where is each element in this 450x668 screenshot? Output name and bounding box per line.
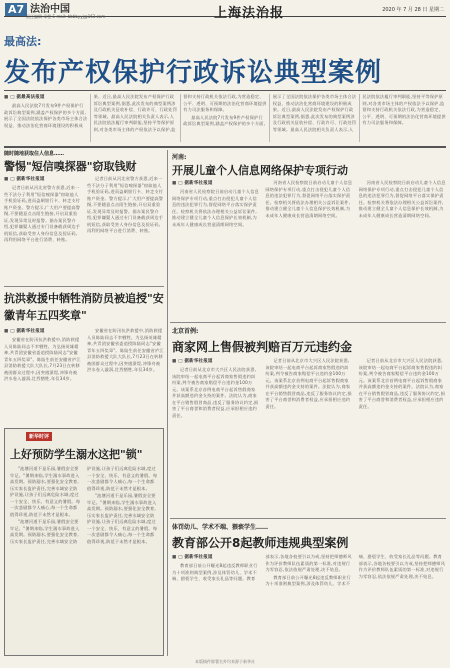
issue-date: 2020 年 7 月 28 日 星期二 — [382, 7, 444, 13]
education-body — [172, 554, 446, 656]
beijing-byline: ■ □ 据新华社报道 — [172, 358, 259, 364]
lead-kicker: 最高法: — [4, 35, 42, 48]
page-footer: 本版稿件除署名外均来源于新华社 — [195, 659, 255, 664]
article1-body — [4, 176, 164, 282]
education-kicker: 体罚幼儿、学术不端、猥亵学生…… — [172, 524, 269, 531]
education-text-cont: 教育部日前公开曝光8起违反教师职业行为十项准则典型案例,涉及体罚幼儿、学术不端、猥亵学生、收受家长礼品等问题。教育部表示,各地各校要引以为戒,坚持把师德师风作为评价教师队伍素质的第一标准,对违规行为零容忍,依法依规严肃处理,决不姑息。 — [265, 554, 446, 586]
article2-text: 安徽省在防汛抗洪救援中,消防救援人员陈陆同志不幸牺牲。为弘扬英雄精神,共青团安徽省委追授陈陆同志"安徽青年五四奖章"。陈陆生前任安徽省庐江县消防救援大队大队长,7月23日在转移被困群众过程中,因突遇溃堤,冲锋舟被洪水卷入漩涡,壮烈牺牲,年仅34岁。 — [4, 337, 81, 381]
beijing-text-cont2: 记者日前从北京市大兴区人民法院获悉,该院审结一起电商平台起诉商家售假违约纠纷案,判令被告商家赔偿平台违约金100万元。该案系北京首例电商平台起诉售假商家并获高额违约金支持的案件。法院认为,商家在平台销售假冒商品,违反了服务协议约定,损害了平台商誉和消费者权益,应承担相应违约责任。 — [358, 358, 446, 409]
article2-text-cont: 安徽省在防汛抗洪救援中,消防救援人员陈陆同志不幸牺牲。为弘扬英雄精神,共青团安徽省委追授陈陆同志"安徽青年五四奖章"。陈陆生前任安徽省庐江县消防救援大队大队长,7月23日在转移被困群众过程中,因突遇溃堤,冲锋舟被洪水卷入漩涡,壮烈牺牲,年仅34岁。 — [87, 328, 164, 372]
henan-text-cont2: 河南省人民检察院日前启动儿童个人信息网络保护专项行动,重点打击侵犯儿童个人信息的违法犯罪行为,督促网络平台落实保护责任。检察机关将依法办理相关公益诉讼案件,推动建立健全儿童个人信息保护长效机制,为未成年人健康成长营造清朗网络空间。 — [358, 180, 446, 218]
lead-headline: 发布产权保护行政诉讼典型案例 — [4, 58, 383, 88]
henan-body — [172, 180, 446, 320]
education-text: 教育部日前公开曝光8起违反教师职业行为十项准则典型案例,涉及体罚幼儿、学术不端、猥亵学生、收受家长礼品等问题。教育部表示,各地各校要引以为戒,坚持把师德师风作为评价教师队伍素质的第一标准,对违规行为零容忍,依法依规严肃处理,决不姑息。 — [172, 554, 352, 581]
page-number: A7 — [5, 3, 27, 16]
education-title: 教育部公开8起教师违规典型案例 — [172, 536, 349, 550]
beijing-body — [172, 358, 446, 514]
beijing-kicker: 北京首例: — [172, 328, 199, 335]
beijing-title: 商家网上售假被判赔百万元违约金 — [172, 340, 353, 354]
henan-title: 开展儿童个人信息网络保护专项行动 — [172, 164, 348, 177]
henan-byline: ■ □ 据新华社报道 — [172, 180, 259, 186]
column-divider — [167, 150, 168, 656]
divider — [4, 90, 446, 91]
beijing-text-cont: 记者日前从北京市大兴区人民法院获悉,该院审结一起电商平台起诉商家售假违约纠纷案,判令被告商家赔偿平台违约金100万元。该案系北京首例电商平台起诉售假商家并获高额违约金支持的案件。法院认为,商家在平台销售假冒商品,违反了服务协议约定,损害了平台商誉和消费者权益,应承担相应违约责任。 — [265, 358, 352, 409]
masthead: 上海法治报 — [214, 6, 285, 21]
article1-byline: ■ □ 据新华社报道 — [4, 176, 81, 182]
henan-text-cont: 河南省人民检察院日前启动儿童个人信息网络保护专项行动,重点打击侵犯儿童个人信息的违法犯罪行为,督促网络平台落实保护责任。检察机关将依法办理相关公益诉讼案件,推动建立健全儿童个人信息保护长效机制,为未成年人健康成长营造清朗网络空间。 — [265, 180, 353, 218]
editor-info: 责任编辑 章程 E-mail: bbbbyyj@163.com — [26, 14, 106, 19]
article1-text: 记者日前从河北省警方获悉,近来一些不法分子利用"短信嗅探器"窃取他人手机验证码,进而盗刷银行卡、转走支付账户资金。警方提示,广大用户要提高警惕,不要随意点击陌生链接,开启双重验证,发现异常及时报警。据办案民警介绍,犯罪嫌疑人通过专门设备截获周边手机短信,获取受害人身份信息及验证码,再利用网络平台进行消费、转账。 — [4, 185, 81, 242]
divider — [170, 518, 446, 519]
lead-byline: ■ □ 据最高法报道 — [4, 94, 88, 100]
commentary-text: "池塘河道不是乐园,暑假安全要牢记。"暑期来临,学生溺水事故进入高发期。预防溺水,要强化安全教育,压实家长监护责任,完善水域安全防护设施,让孩子们远离危险水域,度过一个安全、快乐、有意义的暑假。每一次悲剧都令人痛心,每一个生命都值得珍视,防范于未然才是根本。 — [10, 466, 81, 517]
left-kicker: 随时随地获取住人信息…… — [4, 151, 65, 157]
section-name: 法治中国 — [30, 4, 70, 15]
divider — [4, 286, 164, 287]
divider — [4, 146, 446, 148]
article2-title-line1 — [4, 290, 164, 324]
article2-title: 抗洪救援中牺牲消防员被追授"安徽青年五四奖章" — [4, 292, 164, 322]
henan-kicker: 河南: — [172, 154, 187, 161]
commentary-text-cont2: "池塘河道不是乐园,暑假安全要牢记。"暑期来临,学生溺水事故进入高发期。预防溺水,要强化安全教育,压实家长监护责任,完善水域安全防护设施,让孩子们远离危险水域,度过一个安全、快乐、有意义的暑假。每一次悲剧都令人痛心,每一个生命都值得珍视,防范于未然才是根本。 — [87, 493, 158, 544]
commentary-text-cont: "池塘河道不是乐园,暑假安全要牢记。"暑期来临,学生溺水事故进入高发期。预防溺水,要强化安全教育,压实家长监护责任,完善水域安全防护设施,让孩子们远离危险水域,度过一个安全、快乐、有意义的暑假。每一次悲剧都令人痛心,每一个生命都值得珍视,防范于未然才是根本。 — [10, 466, 158, 544]
henan-text: 河南省人民检察院日前启动儿童个人信息网络保护专项行动,重点打击侵犯儿童个人信息的违法犯罪行为,督促网络平台落实保护责任。检察机关将依法办理相关公益诉讼案件,推动建立健全儿童个人信息保护长效机制,为未成年人健康成长营造清朗网络空间。 — [172, 189, 259, 227]
article1-title: 警惕"短信嗅探器"窃取钱财 — [4, 160, 137, 173]
commentary-title: 上好预防学生溺水这把"锁" — [10, 448, 143, 461]
beijing-text: 记者日前从北京市大兴区人民法院获悉,该院审结一起电商平台起诉商家售假违约纠纷案,判令被告商家赔偿平台违约金100万元。该案系北京首例电商平台起诉售假商家并获高额违约金支持的案件。法院认为,商家在平台销售假冒商品,违反了服务协议约定,损害了平台商誉和消费者权益,应承担相应违约责任。 — [172, 367, 259, 418]
lead-text: 最高人民法院7月发布9件产权保护行政诉讼典型案例,涵盖产权保护的多个方面,展示了全国法院依法保护各类市场主体合法权益、推动法治化营商环境建设的积极成果。近日,最高人民法院发布产权保护行政诉讼典型案例,据悉,此次发布的典型案例涉及行政机关征收补偿、行政许可、行政处罚等领域。最高人民法院相关负责人表示,人民法院依法履行审判职能,坚持平等保护原则,对各类市场主体的产权依法予以保护,监督和支持行政机关依法行政,为营造稳定、公平、透明、可预期的法治化营商环境提供有力司法服务和保障。 — [4, 94, 267, 132]
article1-text-cont: 记者日前从河北省警方获悉,近来一些不法分子利用"短信嗅探器"窃取他人手机验证码,进而盗刷银行卡、转走支付账户资金。警方提示,广大用户要提高警惕,不要随意点击陌生链接,开启双重验证,发现异常及时报警。据办案民警介绍,犯罪嫌疑人通过专门设备截获周边手机短信,获取受害人身份信息及验证码,再利用网络平台进行消费、转账。 — [87, 176, 164, 233]
lead-body — [4, 94, 446, 142]
education-byline: ■ □ 据新华社报道 — [172, 554, 259, 560]
lead-text-cont: 最高人民法院7月发布9件产权保护行政诉讼典型案例,涵盖产权保护的多个方面,展示了全国法院依法保护各类市场主体合法权益、推动法治化营商环境建设的积极成果。近日,最高人民法院发布产权保护行政诉讼典型案例,据悉,此次发布的典型案例涉及行政机关征收补偿、行政许可、行政处罚等领域。最高人民法院相关负责人表示,人民法院依法履行审判职能,坚持平等保护原则,对各类市场主体的产权依法予以保护,监督和支持行政机关依法行政,为营造稳定、公平、透明、可预期的法治化营商环境提供有力司法服务和保障。 — [183, 94, 446, 132]
commentary-tag: 新华时评 — [26, 432, 52, 441]
article2-byline: ■ □ 据新华社报道 — [4, 328, 81, 334]
divider — [170, 322, 446, 323]
commentary-body — [10, 466, 158, 652]
article2-body — [4, 328, 164, 426]
